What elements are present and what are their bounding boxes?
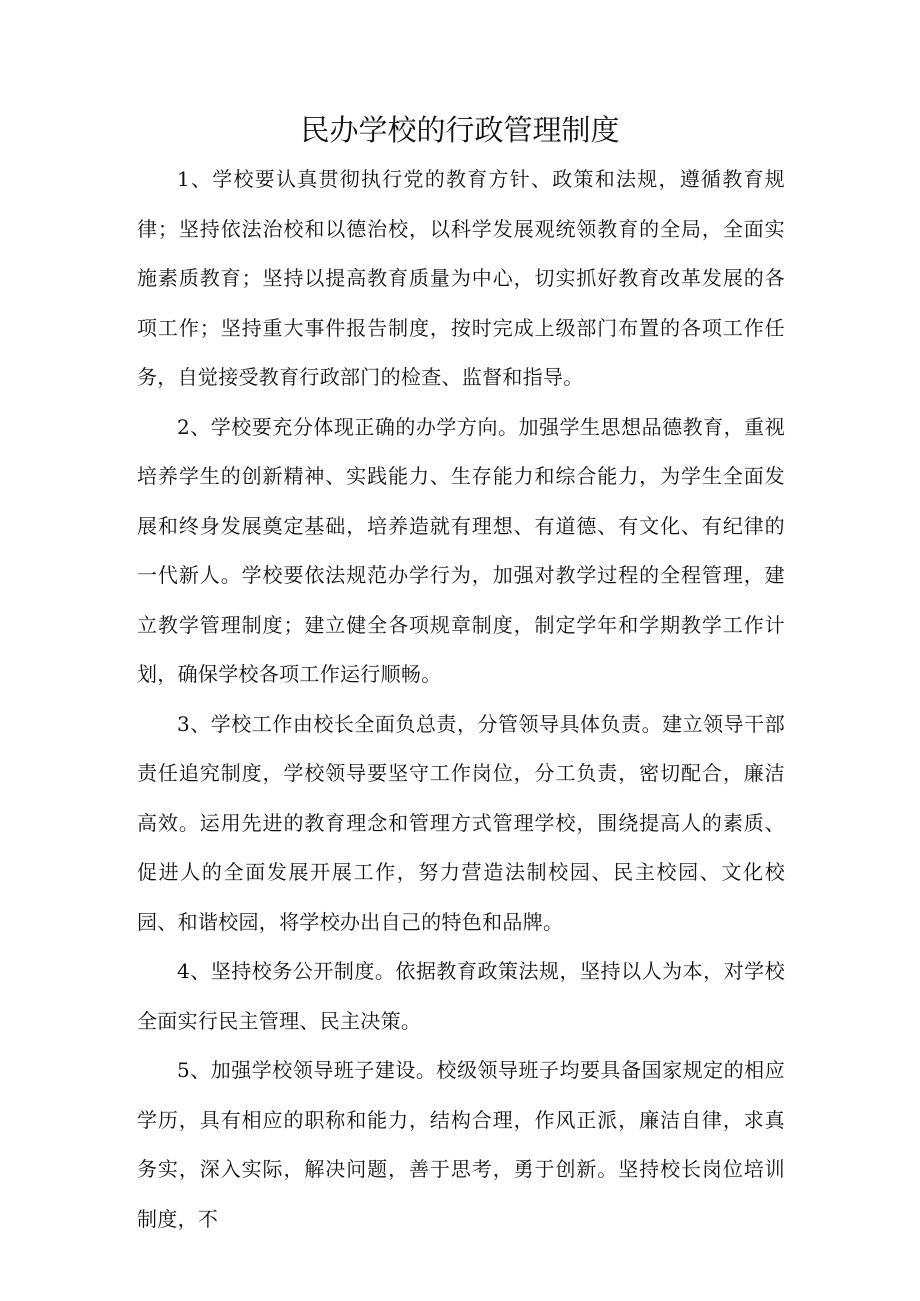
paragraph-4: 4、坚持校务公开制度。依据教育政策法规，坚持以人为本，对学校全面实行民主管理、民主决策。 (137, 959, 785, 1033)
paragraph-1: 1、学校要认真贯彻执行党的教育方针、政策和法规，遵循教育规律；坚持依法治校和以德治校，以科学发展观统领教育的全局，全面实施素质教育；坚持以提高教育质量为中心，切实抓好教育改革发展的各项工作；坚持重大事件报告制度，按时完成上级部门布置的各项工作任务，自觉接受教育行政部门的检查、监督和指导。 (137, 167, 785, 389)
document-title: 民办学校的行政管理制度 (300, 113, 620, 147)
paragraph-5: 5、加强学校领导班子建设。校级领导班子均要具备国家规定的相应学历，具有相应的职称和能力，结构合理，作风正派，廉洁自律，求真务实，深入实际，解决问题，善于思考，勇于创新。坚持校长岗位培训制度，不 (137, 1058, 785, 1231)
paragraph-3: 3、学校工作由校长全面负总责，分管领导具体负责。建立领导干部责任追究制度，学校领导要坚守工作岗位，分工负责，密切配合，廉洁高效。运用先进的教育理念和管理方式管理学校，围绕提高人的素质、促进人的全面发展开展工作，努力营造法制校园、民主校园、文化校园、和谐校园，将学校办出自己的特色和品牌。 (137, 711, 785, 934)
paragraph-2: 2、学校要充分体现正确的办学方向。加强学生思想品德教育，重视培养学生的创新精神、实践能力、生存能力和综合能力，为学生全面发展和终身发展奠定基础，培养造就有理想、有道德、有文化、有纪律的一代新人。学校要依法规范办学行为，加强对教学过程的全程管理，建立教学管理制度；建立健全各项规章制度，制定学年和学期教学工作计划，确保学校各项工作运行顺畅。 (137, 414, 785, 686)
document-body (137, 155, 785, 1244)
